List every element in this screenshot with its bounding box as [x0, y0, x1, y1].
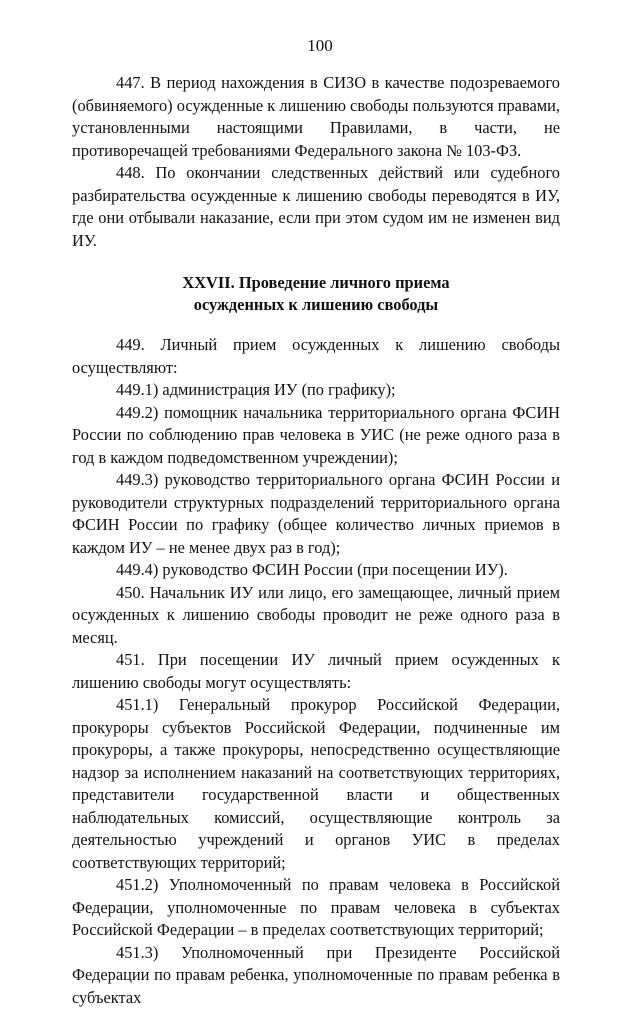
section-heading: [72, 272, 560, 316]
paragraph-450: 450. Начальник ИУ или лицо, его замещающее, личный прием осужденных к лишению свободы проводит не реже одного раза в месяц.: [72, 582, 560, 650]
paragraph-449-4: 449.4) руководство ФСИН России (при посещении ИУ).: [72, 559, 560, 582]
paragraph-451: 451. При посещении ИУ личный прием осужденных к лишению свободы могут осуществлять:: [72, 649, 560, 694]
paragraph-451-3: 451.3) Уполномоченный при Президенте Российской Федерации по правам ребенка, уполномоченные по правам ребенка в субъектах: [72, 942, 560, 1009]
paragraph-449-3: 449.3) руководство территориального органа ФСИН России и руководители структурных подразделений территориального органа ФСИН России по графику (общее количество личных приемов в каждом ИУ – не менее двух раз в год);: [72, 469, 560, 559]
section-title-line-1: XXVII. Проведение личного приема: [72, 272, 560, 294]
paragraph-447: 447. В период нахождения в СИЗО в качестве подозреваемого (обвиняемого) осужденные к лишению свободы пользуются правами, установленными настоящими Правилами, в части, не противоречащей требованиями Федерального закона № 103-ФЗ.: [72, 72, 560, 162]
paragraph-449-1: 449.1) администрация ИУ (по графику);: [72, 379, 560, 402]
section-title-line-2: осужденных к лишению свободы: [72, 294, 560, 316]
document-body: [72, 72, 560, 1009]
paragraph-451-1: 451.1) Генеральный прокурор Российской Федерации, прокуроры субъектов Российской Федерации, подчиненные им прокуроры, а также прокуроры, непосредственно осуществляющие надзор за исполнением наказаний на соответствующих территориях, представители государственной власти и общественных наблюдательных комиссий, осуществляющие контроль за деятельностью учреждений и органов УИС в пределах соответствующих территорий;: [72, 694, 560, 874]
paragraph-448: 448. По окончании следственных действий или судебного разбирательства осужденные к лишению свободы переводятся в ИУ, где они отбывали наказание, если при этом судом им не изменен вид ИУ.: [72, 162, 560, 252]
paragraph-451-2: 451.2) Уполномоченный по правам человека в Российской Федерации, уполномоченные по правам человека в субъектах Российской Федерации – в пределах соответствующих территорий;: [72, 874, 560, 942]
paragraph-449: 449. Личный прием осужденных к лишению свободы осуществляют:: [72, 334, 560, 379]
paragraph-449-2: 449.2) помощник начальника территориального органа ФСИН России по соблюдению прав человека в УИС (не реже одного раза в год в каждом подведомственном учреждении);: [72, 402, 560, 470]
page-number: 100: [0, 36, 640, 56]
